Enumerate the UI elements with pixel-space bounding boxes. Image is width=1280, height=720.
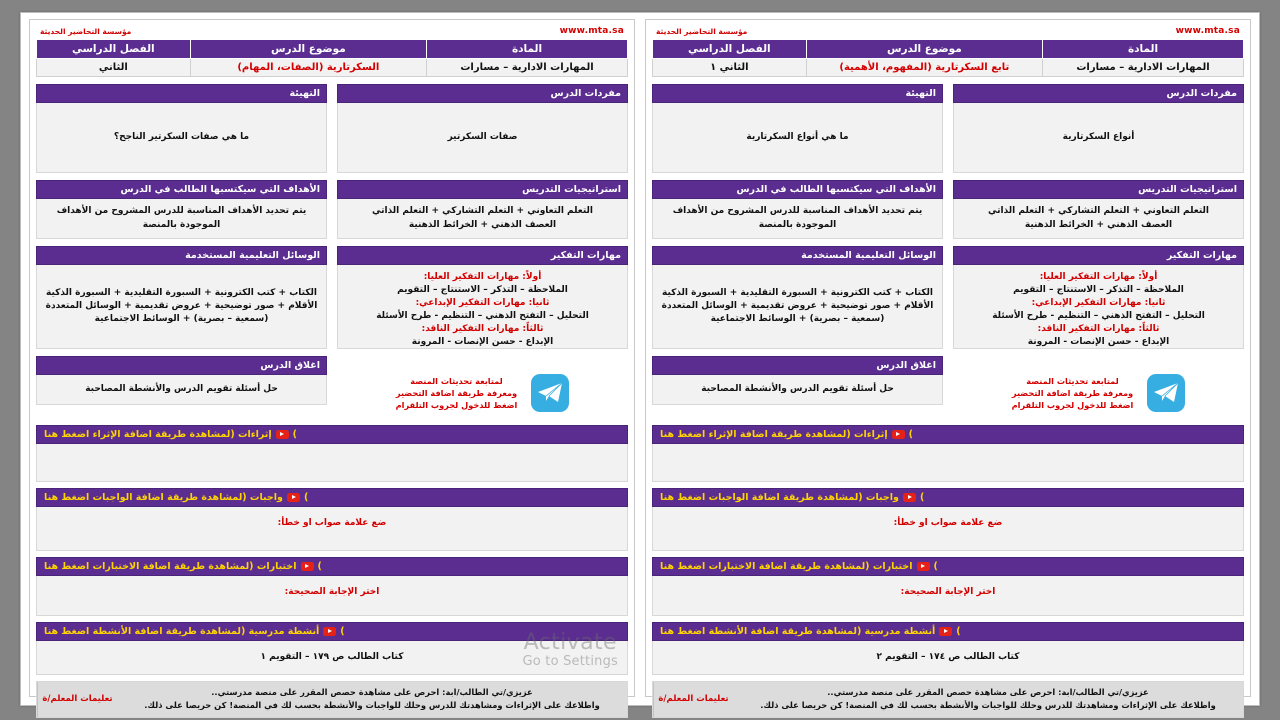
- watermark-line-2: Go to Settings: [522, 654, 618, 670]
- box-warmup-title: التهيئة: [36, 84, 327, 103]
- enrichment-banner[interactable]: [652, 425, 1244, 444]
- thinking-text-1: الملاحظة – التذكر – الاستنتاج – التقويم: [397, 285, 568, 296]
- box-vocab-title: مفردات الدرس: [953, 84, 1244, 103]
- header-term: الفصل الدراسي: [653, 40, 807, 59]
- header-topic: موضوع الدرس: [806, 40, 1042, 59]
- table-header-row: [37, 40, 628, 59]
- tests-banner[interactable]: [36, 557, 628, 576]
- header-subject: المادة: [1043, 40, 1244, 59]
- youtube-play-icon[interactable]: [892, 430, 905, 439]
- strategies-line-2: العصف الذهني + الخرائط الذهنية: [408, 219, 557, 230]
- table-header-row: [653, 40, 1244, 59]
- box-strategies-body: [953, 199, 1244, 239]
- tests-body: اختر الإجابة الصحيحة:: [36, 576, 628, 616]
- activities-banner-title: أنشطة مدرسية (لمشاهدة طريقة اضافة الأنشطة اضغط هنا: [660, 626, 936, 637]
- youtube-play-icon[interactable]: [287, 493, 300, 502]
- section-enrichment: [652, 425, 1244, 482]
- box-closure-title: اغلاق الدرس: [652, 356, 943, 375]
- header-term: الفصل الدراسي: [37, 40, 191, 59]
- box-warmup: [652, 84, 943, 173]
- homework-banner-paren: ): [919, 492, 925, 503]
- teacher-note-line-2: واطلاعك على الإثراءات ومشاهدتك للدرس وحلك للواجبات والأنشطة بحسب لك في المنصة! كن حريصا على ذلك.: [144, 700, 600, 711]
- section-enrichment: [36, 425, 628, 482]
- brand-row: [652, 24, 1244, 39]
- promo-line-3: اضغط للدخول لجروب التلقرام: [1011, 400, 1134, 411]
- box-thinking: [953, 246, 1244, 349]
- watermark-line-1: Activate: [523, 630, 617, 656]
- strategies-line-2: العصف الذهني + الخرائط الذهنية: [1024, 219, 1173, 230]
- thinking-text-3: الإبداع - حسن الإنصات - المرونة: [411, 337, 554, 348]
- aids-line-2: الأقلام + صور توضيحية + عروض تقديمية + الوسائل المتعددة: [661, 300, 934, 311]
- youtube-play-icon[interactable]: [276, 430, 289, 439]
- table-row: [653, 59, 1244, 77]
- homework-body: ضع علامة صواب او خطأ:: [36, 507, 628, 551]
- box-objectives: [36, 180, 327, 239]
- thinking-heading-3: ثالثاً: مهارات التفكير الناقد:: [1037, 324, 1160, 335]
- box-warmup-body: ما هي صفات السكرتير الناجح؟: [36, 103, 327, 173]
- activities-banner[interactable]: [652, 622, 1244, 641]
- enrichment-banner-paren: ): [292, 429, 297, 440]
- tests-banner-paren: ): [317, 561, 322, 572]
- box-objectives-title: الأهداف التي سيكتسبها الطالب في الدرس: [652, 180, 943, 199]
- box-closure-body: حل أسئلة تقويم الدرس والأنشطة المصاحبة: [36, 375, 327, 405]
- box-thinking-title: مهارات التفكير: [953, 246, 1244, 265]
- row-warmup-vocab: [652, 84, 1244, 173]
- homework-banner[interactable]: [652, 488, 1244, 507]
- section-homework: [652, 488, 1244, 551]
- cell-subject: المهارات الادارية – مسارات: [1043, 59, 1244, 77]
- thinking-heading-3: ثالثاً: مهارات التفكير الناقد:: [421, 324, 544, 335]
- telegram-icon[interactable]: [1147, 374, 1185, 412]
- youtube-play-icon[interactable]: [301, 562, 314, 571]
- thinking-heading-2: ثانيا: مهارات التفكير الإبداعي:: [1031, 298, 1166, 309]
- box-vocab: [953, 84, 1244, 173]
- aids-line-1: الكتاب + كتب الكترونية + السبورة التقليدية + السبورة الذكية: [45, 287, 318, 298]
- cell-topic: تابع السكرتارية (المفهوم، الأهمية): [806, 59, 1042, 77]
- box-vocab-body: أنواع السكرتارية: [953, 103, 1244, 173]
- aids-line-3: (سمعية – بصرية) + الوسائط الاجتماعية: [710, 314, 885, 325]
- box-thinking-body: [337, 265, 628, 349]
- box-vocab-body: صفات السكرتير: [337, 103, 628, 173]
- youtube-play-icon[interactable]: [903, 493, 916, 502]
- teacher-note-label: تعليمات المعلم/ة: [653, 682, 733, 717]
- row-aids-thinking: [36, 246, 628, 349]
- enrichment-body: [652, 444, 1244, 482]
- row-closure-promo: [652, 356, 1244, 418]
- tests-banner-paren: ): [933, 561, 938, 572]
- enrichment-banner-title: إثراءات (لمشاهدة طريقة اضافة الإثراء اضغط هنا: [660, 429, 888, 440]
- activities-body: كتاب الطالب ص ١٧٩ – التقويم ١: [36, 641, 628, 675]
- telegram-promo-text: [396, 375, 518, 412]
- youtube-play-icon[interactable]: [323, 627, 336, 636]
- table-row: [37, 59, 628, 77]
- box-aids-title: الوسائل التعليمية المستخدمة: [652, 246, 943, 265]
- teacher-note-line-1: عزيزي/تي الطالب/ابة: احرص على مشاهدة حصص المقرر على منصة مدرستي..: [827, 687, 1149, 697]
- enrichment-banner-title: إثراءات (لمشاهدة طريقة اضافة الإثراء اضغط هنا: [44, 429, 272, 440]
- activities-banner-paren: ): [340, 626, 345, 637]
- organization-name: مؤسسة التحاضير الحديثة: [656, 26, 748, 36]
- box-strategies-body: [337, 199, 628, 239]
- box-aids: [36, 246, 327, 349]
- box-aids-body: [652, 265, 943, 349]
- teacher-note-line-1: عزيزي/تي الطالب/ابة: احرص على مشاهدة حصص المقرر على منصة مدرستي..: [211, 687, 533, 697]
- box-strategies-title: استراتيجيات التدريس: [953, 180, 1244, 199]
- box-strategies: [337, 180, 628, 239]
- aids-line-3: (سمعية – بصرية) + الوسائط الاجتماعية: [94, 314, 269, 325]
- row-aids-thinking: [652, 246, 1244, 349]
- thinking-heading-2: ثانيا: مهارات التفكير الإبداعي:: [415, 298, 550, 309]
- thinking-heading-1: أولاً: مهارات التفكير العليا:: [423, 272, 542, 282]
- teacher-note-label: تعليمات المعلم/ة: [37, 682, 117, 717]
- box-aids-body: [36, 265, 327, 349]
- homework-banner-paren: ): [303, 492, 309, 503]
- thinking-text-3: الإبداع - حسن الإنصات - المرونة: [1027, 337, 1170, 348]
- box-aids: [652, 246, 943, 349]
- promo-line-2: ومعرفة طريقة اضافة التحضير: [395, 387, 518, 398]
- teacher-note-line-2: واطلاعك على الإثراءات ومشاهدتك للدرس وحلك للواجبات والأنشطة بحسب لك في المنصة! كن حريصا على ذلك.: [760, 700, 1216, 711]
- cell-topic: السكرتارية (الصفات، المهام): [190, 59, 426, 77]
- teacher-note-row: [36, 681, 628, 718]
- promo-line-2: ومعرفة طريقة اضافة التحضير: [1011, 387, 1134, 398]
- box-objectives: [652, 180, 943, 239]
- strategies-line-1: التعلم التعاوني + التعلم التشاركي + التعلم الذاتي: [988, 206, 1209, 217]
- section-tests: [652, 557, 1244, 616]
- teacher-note-row: [652, 681, 1244, 718]
- section-activities: [36, 622, 628, 675]
- telegram-promo-text: [1012, 375, 1134, 412]
- teacher-note-text: [733, 682, 1243, 717]
- section-activities: [652, 622, 1244, 675]
- box-warmup-title: التهيئة: [652, 84, 943, 103]
- aids-line-2: الأقلام + صور توضيحية + عروض تقديمية + الوسائل المتعددة: [45, 300, 318, 311]
- homework-banner-title: واجبات (لمشاهدة طريقة اضافة الواجبات اضغط هنا: [44, 492, 283, 503]
- box-closure-title: اغلاق الدرس: [36, 356, 327, 375]
- box-vocab: [337, 84, 628, 173]
- box-closure-body: حل أسئلة تقويم الدرس والأنشطة المصاحبة: [652, 375, 943, 405]
- aids-line-1: الكتاب + كتب الكترونية + السبورة التقليدية + السبورة الذكية: [661, 287, 934, 298]
- row-closure-promo: [36, 356, 628, 418]
- telegram-promo-inner[interactable]: [953, 368, 1244, 418]
- enrichment-body: [36, 444, 628, 482]
- box-objectives-title: الأهداف التي سيكتسبها الطالب في الدرس: [36, 180, 327, 199]
- box-thinking-body: [953, 265, 1244, 349]
- telegram-promo-inner[interactable]: [337, 368, 628, 418]
- homework-banner-title: واجبات (لمشاهدة طريقة اضافة الواجبات اضغط هنا: [660, 492, 899, 503]
- website-url: www.mta.sa: [559, 26, 624, 36]
- activities-banner-paren: ): [956, 626, 961, 637]
- cell-term: الثاني: [37, 59, 191, 77]
- box-aids-title: الوسائل التعليمية المستخدمة: [36, 246, 327, 265]
- website-url: www.mta.sa: [1175, 26, 1240, 36]
- box-thinking-title: مهارات التفكير: [337, 246, 628, 265]
- tests-banner-title: اختبارات (لمشاهدة طريقة اضافة الاختبارات اضغط هنا: [44, 561, 297, 572]
- activities-body: كتاب الطالب ص ١٧٤ – التقويم ٢: [652, 641, 1244, 675]
- row-objectives-strategies: [652, 180, 1244, 239]
- lesson-info-table: [652, 39, 1244, 77]
- row-warmup-vocab: [36, 84, 628, 173]
- promo-line-3: اضغط للدخول لجروب التلقرام: [395, 400, 518, 411]
- activities-banner-title: أنشطة مدرسية (لمشاهدة طريقة اضافة الأنشطة اضغط هنا: [44, 626, 320, 637]
- thinking-text-2: التحليل – التفتح الذهني – التنظيم - طرح الأسئلة: [376, 311, 589, 322]
- organization-name: مؤسسة التحاضير الحديثة: [40, 26, 132, 36]
- box-warmup: [36, 84, 327, 173]
- tests-banner[interactable]: [652, 557, 1244, 576]
- telegram-icon[interactable]: [531, 374, 569, 412]
- brand-row: [36, 24, 628, 39]
- box-thinking: [337, 246, 628, 349]
- box-strategies-title: استراتيجيات التدريس: [337, 180, 628, 199]
- cell-subject: المهارات الادارية – مسارات: [427, 59, 628, 77]
- box-closure: [36, 356, 327, 418]
- promo-line-1: لمتابعة تحديثات المنصة: [410, 375, 503, 386]
- tests-banner-title: اختبارات (لمشاهدة طريقة اضافة الاختبارات اضغط هنا: [660, 561, 913, 572]
- tests-body: اختر الإجابة الصحيحة:: [652, 576, 1244, 616]
- homework-banner[interactable]: [36, 488, 628, 507]
- header-subject: المادة: [427, 40, 628, 59]
- youtube-play-icon[interactable]: [917, 562, 930, 571]
- thinking-heading-1: أولاً: مهارات التفكير العليا:: [1039, 272, 1158, 282]
- youtube-play-icon[interactable]: [939, 627, 952, 636]
- telegram-promo[interactable]: [953, 356, 1244, 418]
- promo-line-1: لمتابعة تحديثات المنصة: [1026, 375, 1119, 386]
- box-warmup-body: ما هي أنواع السكرتارية: [652, 103, 943, 173]
- box-objectives-body: يتم تحديد الأهداف المناسبة للدرس المشروح من الأهداف الموجودة بالمنصة: [36, 199, 327, 239]
- enrichment-banner-paren: ): [908, 429, 913, 440]
- box-vocab-title: مفردات الدرس: [337, 84, 628, 103]
- enrichment-banner[interactable]: [36, 425, 628, 444]
- section-tests: [36, 557, 628, 616]
- box-objectives-body: يتم تحديد الأهداف المناسبة للدرس المشروح من الأهداف الموجودة بالمنصة: [652, 199, 943, 239]
- box-closure: [652, 356, 943, 418]
- row-objectives-strategies: [36, 180, 628, 239]
- lesson-info-table: [36, 39, 628, 77]
- homework-body: ضع علامة صواب او خطأ:: [652, 507, 1244, 551]
- strategies-line-1: التعلم التعاوني + التعلم التشاركي + التعلم الذاتي: [372, 206, 593, 217]
- header-topic: موضوع الدرس: [190, 40, 426, 59]
- lesson-sheet-right: [29, 19, 635, 711]
- thinking-text-1: الملاحظة – التذكر – الاستنتاج – التقويم: [1013, 285, 1184, 296]
- thinking-text-2: التحليل – التفتح الذهني – التنظيم - طرح الأسئلة: [992, 311, 1205, 322]
- section-homework: [36, 488, 628, 551]
- lesson-sheet-left: [645, 19, 1251, 711]
- telegram-promo[interactable]: [337, 356, 628, 418]
- activities-banner[interactable]: [36, 622, 628, 641]
- document-page: [20, 12, 1260, 711]
- box-strategies: [953, 180, 1244, 239]
- cell-term: الثاني ١: [653, 59, 807, 77]
- teacher-note-text: [117, 682, 627, 717]
